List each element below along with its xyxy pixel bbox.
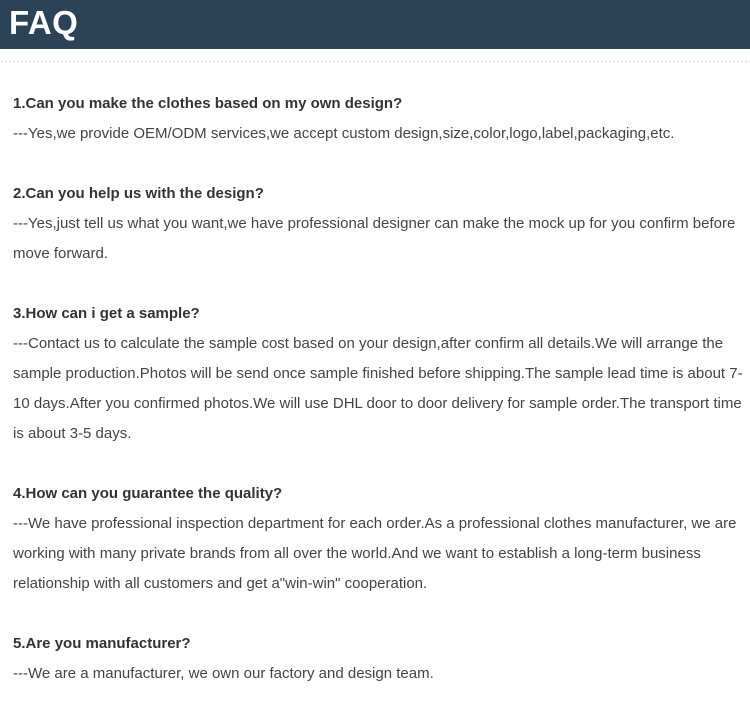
page-title: FAQ — [9, 4, 79, 41]
faq-question-2: 2.Can you help us with the design? — [13, 185, 264, 202]
dotted-divider — [0, 60, 750, 63]
faq-item-3 — [13, 299, 745, 449]
faq-answer-3: ---Contact us to calculate the sample cost based on your design,after confirm all details.We will arrange the sample production.Photos will be send once sample finished before shipping.The sample lead time is about 7-10 days.After you confirmed photos.We will use DHL door to door delivery for sample order.The transport time is about 3-5 days. — [13, 335, 743, 442]
faq-item-5 — [13, 629, 745, 689]
faq-list — [13, 89, 745, 719]
faq-answer-1: ---Yes,we provide OEM/ODM services,we accept custom design,size,color,logo,label,packaging,etc. — [13, 125, 675, 142]
faq-answer-4: ---We have professional inspection department for each order.As a professional clothes manufacturer, we are working with many private brands from all over the world.And we want to establish a long-term business relationship with all customers and get a"win-win" cooperation. — [13, 515, 737, 592]
faq-question-4: 4.How can you guarantee the quality? — [13, 485, 283, 502]
faq-question-3: 3.How can i get a sample? — [13, 305, 200, 322]
faq-question-1: 1.Can you make the clothes based on my own design? — [13, 95, 403, 112]
faq-answer-5: ---We are a manufacturer, we own our factory and design team. — [13, 665, 434, 682]
faq-answer-2: ---Yes,just tell us what you want,we have professional designer can make the mock up for you confirm before move forward. — [13, 215, 736, 262]
faq-question-5: 5.Are you manufacturer? — [13, 635, 191, 652]
faq-header — [0, 0, 750, 49]
faq-item-2 — [13, 179, 745, 269]
faq-item-4 — [13, 479, 745, 599]
faq-item-1 — [13, 89, 745, 149]
